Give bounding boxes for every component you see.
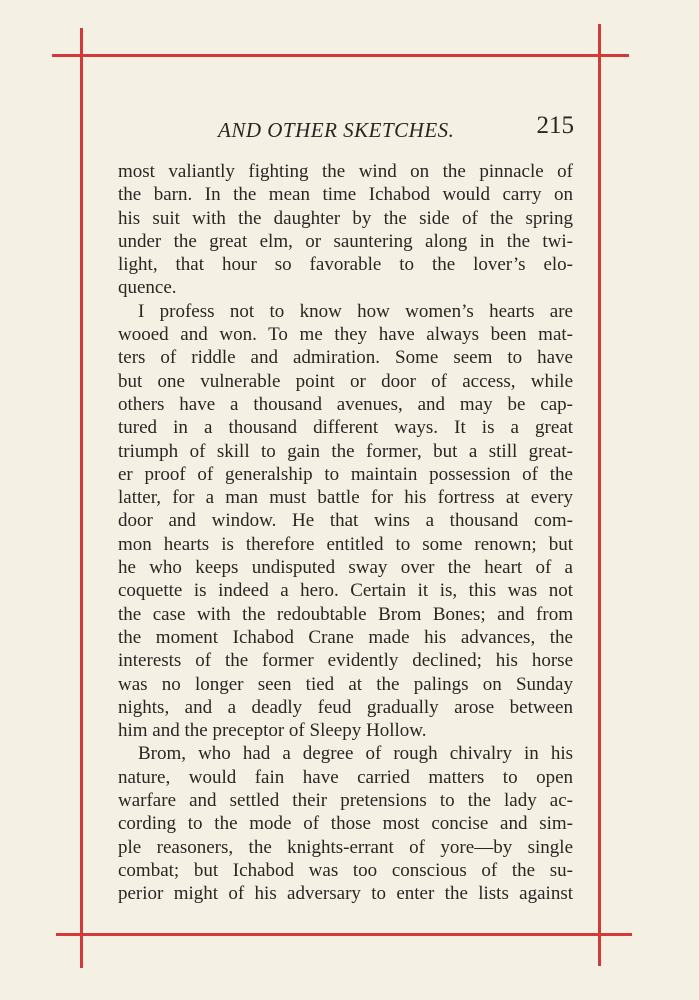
text-line: wooed and won. To me they have always been mat- — [118, 324, 573, 346]
text-line: was no longer seen tied at the palings on Sunday — [118, 673, 573, 695]
body-text — [118, 160, 573, 906]
page-number: 215 — [536, 112, 574, 139]
text-line: the barn. In the mean time Ichabod would carry on — [118, 184, 573, 206]
text-line: latter, for a man must battle for his fortress at every — [118, 487, 573, 509]
text-line: quence. — [118, 277, 177, 299]
text-line: light, that hour so favorable to the lover’s elo- — [118, 254, 573, 276]
page-header — [118, 112, 574, 144]
text-line: others have a thousand avenues, and may be cap- — [118, 393, 573, 415]
text-line: ple reasoners, the knights-errant of yore—by single — [118, 836, 573, 858]
border-rule-bottom — [56, 933, 632, 936]
paragraph-start-line: I profess not to know how women’s hearts are — [138, 300, 573, 322]
text-line: triumph of skill to gain the former, but a still great- — [118, 440, 573, 462]
text-line: he who keeps undisputed sway over the heart of a — [118, 557, 573, 579]
text-line: him and the preceptor of Sleepy Hollow. — [118, 720, 427, 742]
text-line: door and window. He that wins a thousand com- — [118, 510, 573, 532]
text-line: cording to the mode of those most concise and sim- — [118, 813, 573, 835]
text-line: ters of riddle and admiration. Some seem to have — [118, 347, 573, 369]
text-line: warfare and settled their pretensions to the lady ac- — [118, 790, 573, 812]
text-line: under the great elm, or sauntering along in the twi- — [118, 230, 573, 252]
paragraph-start-line: Brom, who had a degree of rough chivalry in his — [138, 743, 573, 765]
border-rule-left — [80, 28, 83, 968]
text-line: but one vulnerable point or door of access, while — [118, 370, 573, 392]
text-line: er proof of generalship to maintain possession of the — [118, 463, 573, 485]
border-rule-top — [52, 54, 629, 57]
text-line: tured in a thousand different ways. It is a great — [118, 417, 573, 439]
text-line: nights, and a deadly feud gradually arose between — [118, 696, 573, 718]
text-line: nature, would fain have carried matters to open — [118, 766, 573, 788]
text-line: perior might of his adversary to enter the lists against — [118, 883, 573, 905]
text-line: mon hearts is therefore entitled to some renown; but — [118, 533, 573, 555]
text-line: interests of the former evidently declined; his horse — [118, 650, 573, 672]
running-head: AND OTHER SKETCHES. — [218, 118, 455, 142]
text-line: coquette is indeed a hero. Certain it is, this was not — [118, 580, 573, 602]
text-line: the case with the redoubtable Brom Bones; and from — [118, 603, 573, 625]
text-line: most valiantly fighting the wind on the pinnacle of — [118, 161, 573, 182]
text-line: the moment Ichabod Crane made his advances, the — [118, 626, 573, 648]
text-line: his suit with the daughter by the side of the spring — [118, 207, 573, 229]
text-line: combat; but Ichabod was too conscious of the su- — [118, 859, 573, 881]
border-rule-right — [598, 24, 601, 966]
